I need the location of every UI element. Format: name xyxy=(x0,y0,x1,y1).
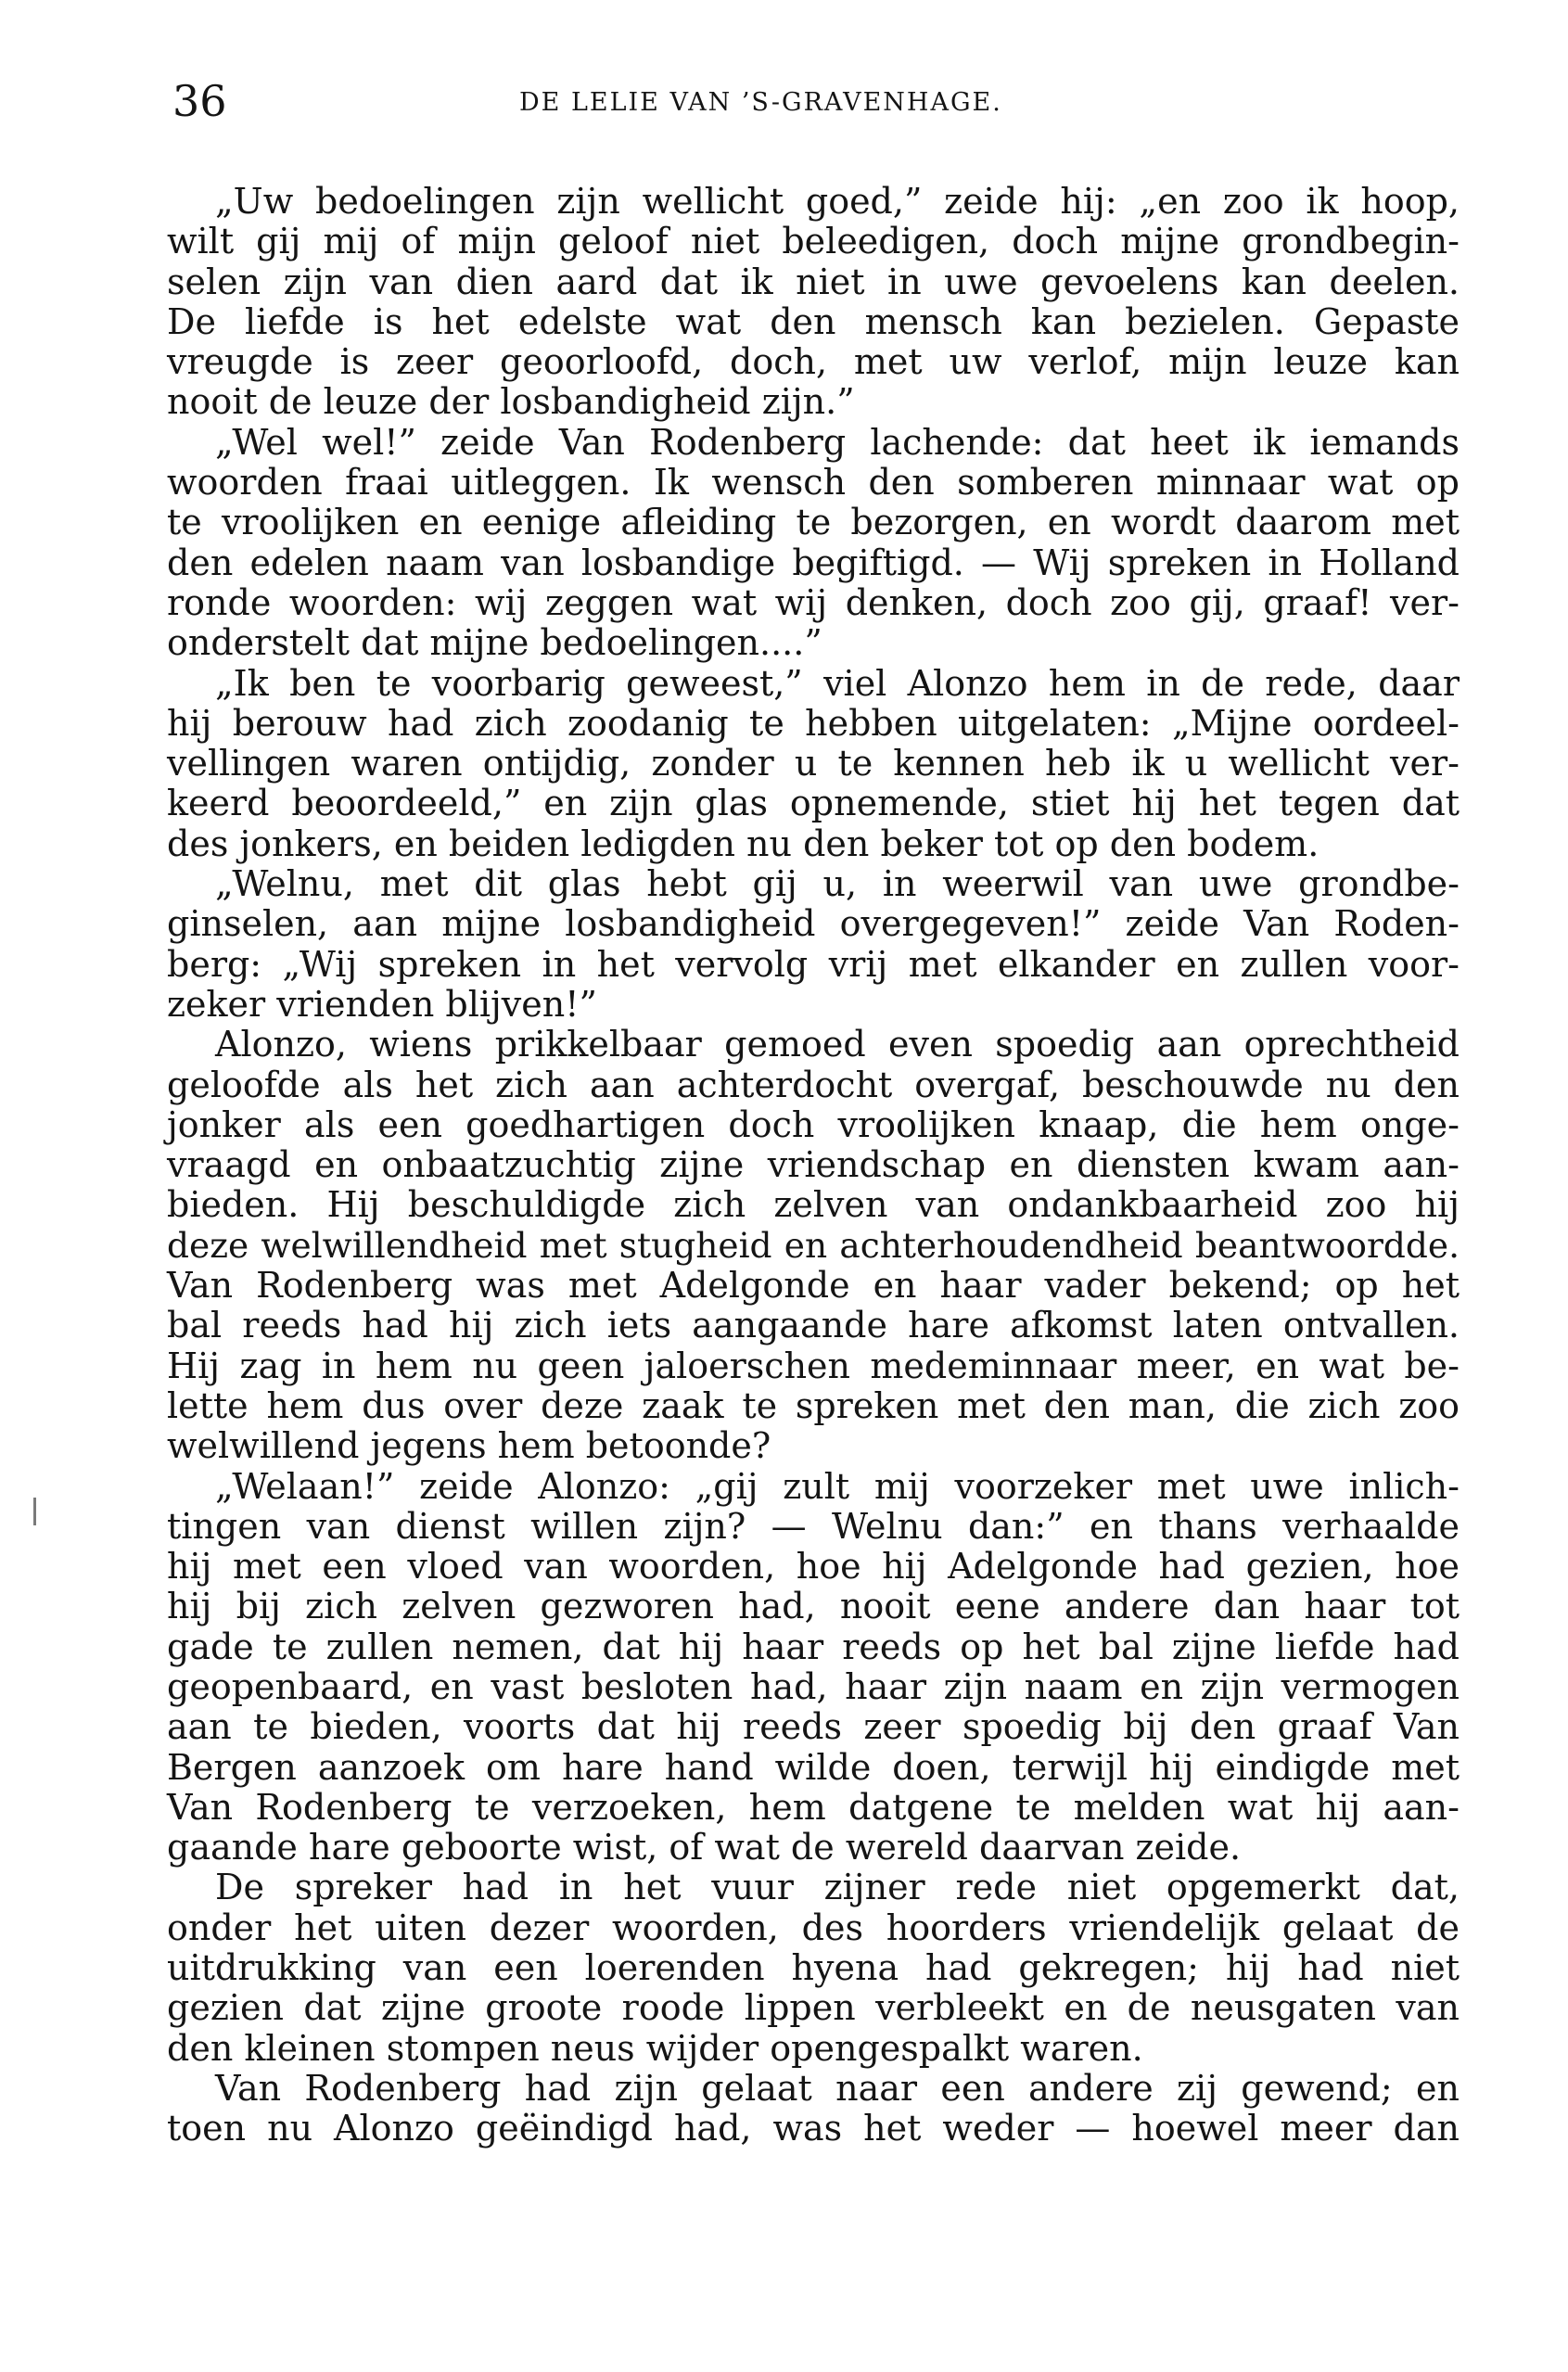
text-line: ronde woorden: wij zeggen wat wij denken, doch zoo gij, graaf! ver- xyxy=(167,581,1460,623)
text-line: Van Rodenberg was met Adelgonde en haar vader bekend; op het xyxy=(167,1265,1460,1307)
text-line: geloofde als het zich aan achterdocht overgaf, beschouwde nu den xyxy=(167,1064,1460,1105)
text-line: aan te bieden, voorts dat hij reeds zeer spoedig bij den graaf Van xyxy=(167,1706,1460,1748)
text-line: onder het uiten dezer woorden, des hoorders vriendelijk gelaat de xyxy=(167,1907,1460,1948)
text-line: den kleinen stompen neus wijder opengespalkt waren. xyxy=(167,2027,1143,2069)
text-line: vellingen waren ontijdig, zonder u te kennen heb ik u wellicht ver- xyxy=(167,743,1460,784)
text-line: zeker vrienden blijven!” xyxy=(167,983,597,1025)
text-line: „Ik ben te voorbarig geweest,” viel Alonzo hem in de rede, daar xyxy=(215,662,1460,704)
text-line: hij berouw had zich zoodanig te hebben uitgelaten: „Mijne oordeel- xyxy=(167,702,1460,744)
text-line: lette hem dus over deze zaak te spreken met den man, die zich zoo xyxy=(167,1384,1460,1426)
text-line: te vroolijken en eenige afleiding te bezorgen, en wordt daarom met xyxy=(167,502,1460,543)
text-line: Alonzo, wiens prikkelbaar gemoed even spoedig aan oprechtheid xyxy=(215,1024,1460,1065)
body-text xyxy=(167,182,1460,2149)
text-line: De spreker had in het vuur zijner rede niet opgemerkt dat, xyxy=(215,1867,1460,1908)
text-line: wilt gij mij of mijn geloof niet beleedigen, doch mijne grondbegin- xyxy=(167,221,1460,262)
text-line: selen zijn van dien aard dat ik niet in uwe gevoelens kan deelen. xyxy=(167,261,1460,302)
text-line: vraagd en onbaatzuchtig zijne vriendschap en diensten kwam aan- xyxy=(167,1144,1460,1186)
text-line: nooit de leuze der losbandigheid zijn.” xyxy=(167,381,855,423)
text-line: „Wel wel!” zeide Van Rodenberg lachende: dat heet ik iemands xyxy=(215,421,1460,463)
text-line: Van Rodenberg had zijn gelaat naar een andere zij gewend; en xyxy=(215,2067,1460,2109)
text-line: „Welaan!” zeide Alonzo: „gij zult mij voorzeker met uwe inlich- xyxy=(215,1465,1460,1507)
text-line: gade te zullen nemen, dat hij haar reeds op het bal zijne liefde had xyxy=(167,1626,1460,1667)
text-line: berg: „Wij spreken in het vervolg vrij met elkander en zullen voor- xyxy=(167,943,1460,985)
text-line: geopenbaard, en vast besloten had, haar zijn naam en zijn vermogen xyxy=(167,1665,1460,1707)
page-number: 36 xyxy=(172,76,227,126)
text-line: tingen van dienst willen zijn? — Welnu dan:” en thans verhaalde xyxy=(167,1505,1460,1547)
text-line: welwillend jegens hem betoonde? xyxy=(167,1425,771,1467)
text-line: gezien dat zijne groote roode lippen verbleekt en de neusgaten van xyxy=(167,1987,1460,2029)
text-line: Bergen aanzoek om hare hand wilde doen, terwijl hij eindigde met xyxy=(167,1746,1460,1788)
text-line: keerd beoordeeld,” en zijn glas opnemende, stiet hij het tegen dat xyxy=(167,783,1460,824)
text-line: uitdrukking van een loerenden hyena had gekregen; hij had niet xyxy=(167,1947,1460,1989)
text-line: Van Rodenberg te verzoeken, hem datgene te melden wat hij aan- xyxy=(167,1786,1460,1828)
text-line: hij bij zich zelven gezworen had, nooit eene andere dan haar tot xyxy=(167,1586,1460,1627)
text-line: deze welwillendheid met stugheid en achterhoudendheid beantwoordde. xyxy=(167,1224,1460,1266)
text-line: „Uw bedoelingen zijn wellicht goed,” zeide hij: „en zoo ik hoop, xyxy=(215,181,1460,222)
text-line: hij met een vloed van woorden, hoe hij Adelgonde had gezien, hoe xyxy=(167,1546,1460,1588)
margin-mark xyxy=(33,1498,36,1525)
text-line: „Welnu, met dit glas hebt gij u, in weerwil van uwe grondbe- xyxy=(215,863,1460,905)
text-line: woorden fraai uitleggen. Ik wensch den somberen minnaar wat op xyxy=(167,462,1460,504)
text-line: des jonkers, en beiden ledigden nu den beker tot op den bodem. xyxy=(167,823,1319,864)
text-line: onderstelt dat mijne bedoelingen....” xyxy=(167,622,822,664)
text-line: ginselen, aan mijne losbandigheid overgegeven!” zeide Van Roden- xyxy=(167,903,1460,945)
text-line: De liefde is het edelste wat den mensch kan bezielen. Gepaste xyxy=(167,300,1460,342)
running-title: DE LELIE VAN ’S-GRAVENHAGE. xyxy=(519,88,1002,117)
text-line: den edelen naam van losbandige begiftigd. — Wij spreken in Holland xyxy=(167,542,1460,583)
text-line: Hij zag in hem nu geen jaloerschen medeminnaar meer, en wat be- xyxy=(167,1345,1460,1386)
text-line: gaande hare geboorte wist, of wat de wereld daarvan zeide. xyxy=(167,1827,1242,1868)
text-line: toen nu Alonzo geëindigd had, was het weder — hoewel meer dan xyxy=(167,2108,1460,2149)
text-line: vreugde is zeer geoorloofd, doch, met uw verlof, mijn leuze kan xyxy=(167,341,1460,383)
text-line: bieden. Hij beschuldigde zich zelven van ondankbaarheid zoo hij xyxy=(167,1184,1460,1226)
text-line: jonker als een goedhartigen doch vroolijken knaap, die hem onge- xyxy=(167,1103,1460,1145)
text-line: bal reeds had hij zich iets aangaande hare afkomst laten ontvallen. xyxy=(167,1305,1460,1346)
